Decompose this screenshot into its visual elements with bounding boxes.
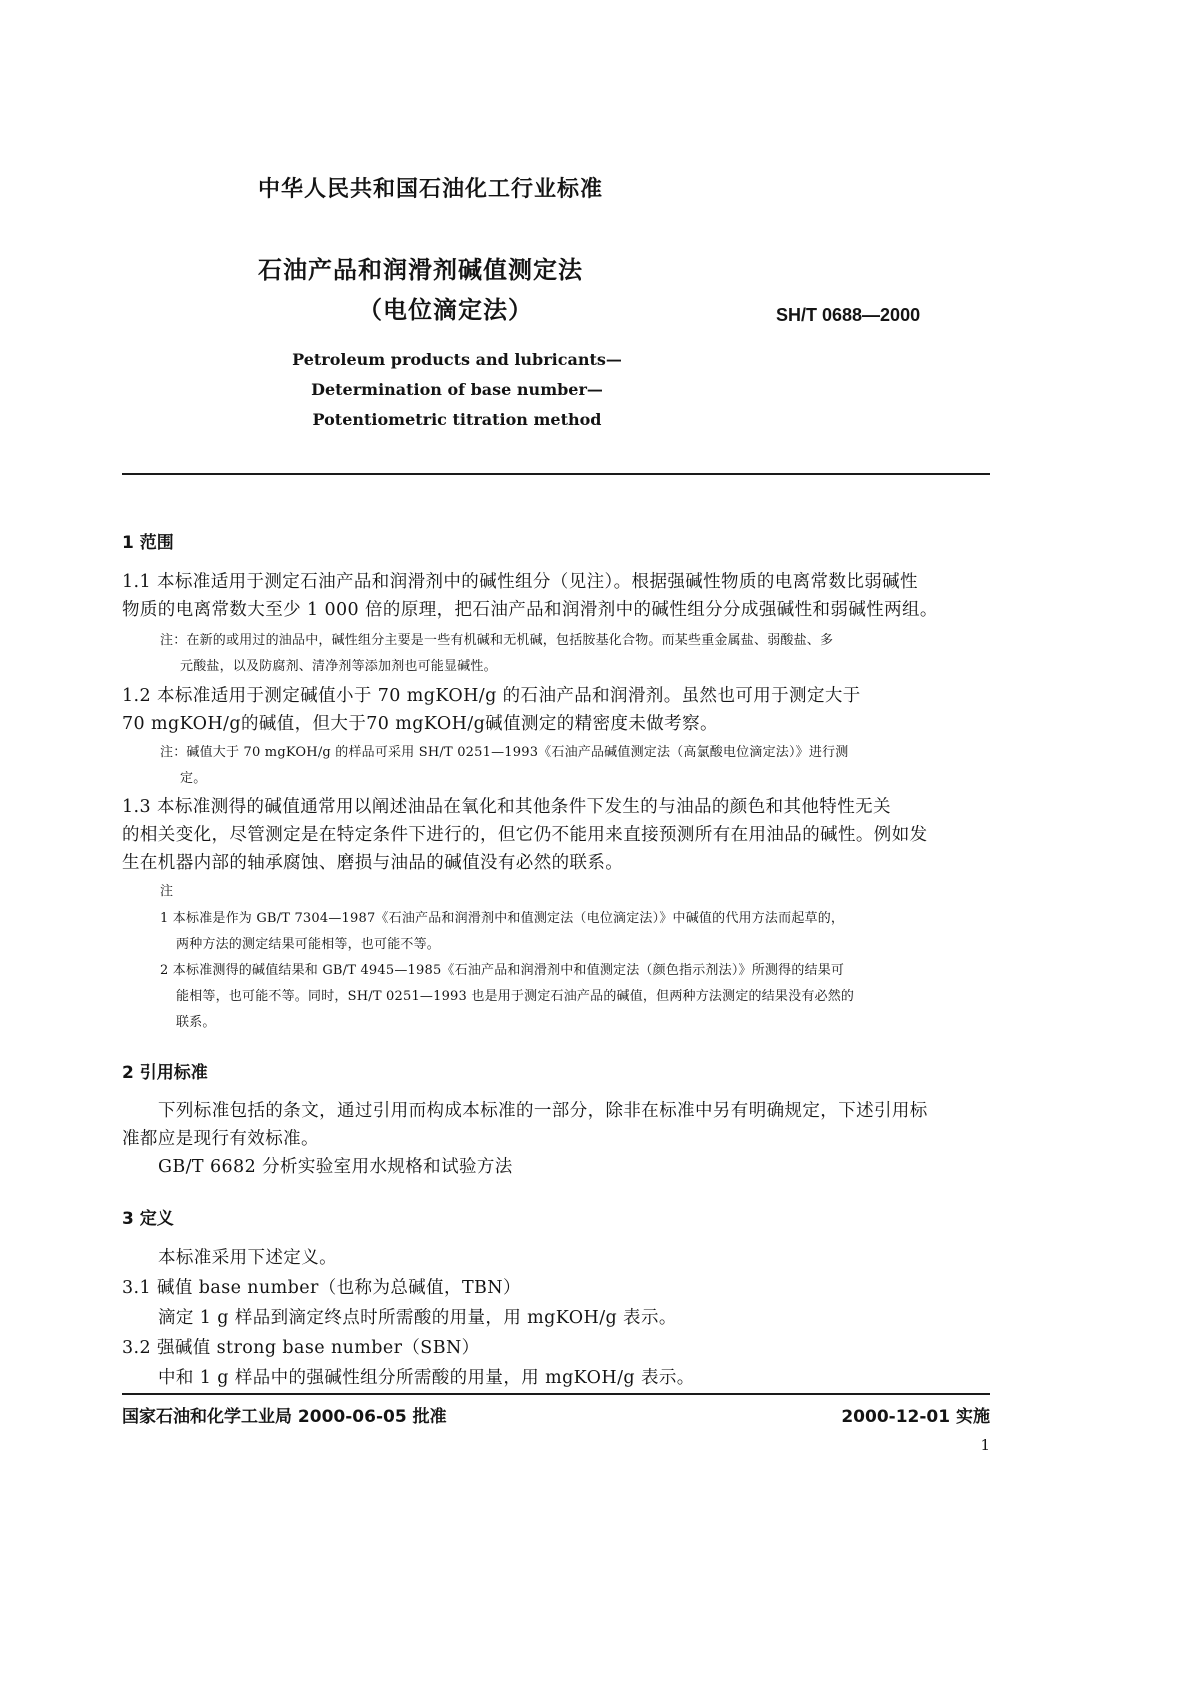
- clause-1-3-line: 1.3 本标准测得的碱值通常用以阐述油品在氧化和其他条件下发生的与油品的颜色和其他特性无关: [122, 797, 891, 817]
- section-2-body: [122, 1097, 928, 1181]
- clause-1-2-note: [160, 740, 848, 792]
- note-line: 元酸盐，以及防腐剂、清净剂等添加剂也可能显碱性。: [180, 659, 497, 674]
- referenced-standard: GB/T 6682 分析实验室用水规格和试验方法: [158, 1157, 513, 1177]
- document-title-line1: 石油产品和润滑剂碱值测定法: [258, 256, 583, 284]
- footer-divider: [122, 1393, 990, 1395]
- note-item-line: 能相等，也可能不等。同时，SH/T 0251—1993 也是用于测定石油产品的碱值，但两种方法测定的结果没有必然的: [176, 989, 855, 1004]
- section-3-intro: 本标准采用下述定义。: [158, 1248, 337, 1268]
- standard-number: SH/T 0688—2000: [776, 305, 921, 325]
- note-item-line: 1 本标准是作为 GB/T 7304—1987《石油产品和润滑剂中和值测定法（电位滴定法）》中碱值的代用方法而起草的，: [160, 911, 845, 926]
- section-2-heading: 2 引用标准: [122, 1063, 208, 1083]
- definition-3-1-term: 3.1 碱值 base number（也称为总碱值，TBN）: [122, 1278, 521, 1298]
- definition-3-2-term: 3.2 强碱值 strong base number（SBN）: [122, 1338, 480, 1358]
- clause-1-2-line: 70 mgKOH/g的碱值，但大于70 mgKOH/g碱值测定的精密度未做考察。: [122, 714, 718, 734]
- document-title-line2: （电位滴定法）: [358, 296, 533, 324]
- clause-1-1-note: [160, 628, 833, 680]
- clause-1-2-line: 1.2 本标准适用于测定碱值小于 70 mgKOH/g 的石油产品和润滑剂。虽然也可用于测定大于: [122, 686, 861, 706]
- page-number: 1: [980, 1436, 990, 1454]
- english-title-line3: Potentiometric titration method: [312, 410, 602, 429]
- note-line: 注：碱值大于 70 mgKOH/g 的样品可采用 SH/T 0251—1993《石油产品碱值测定法（高氯酸电位滴定法）》进行测: [160, 745, 849, 760]
- implementation-date: 2000-12-01 实施: [841, 1407, 990, 1427]
- section-3-heading: 3 定义: [122, 1209, 174, 1229]
- definition-3-2-text: 中和 1 g 样品中的强碱性组分所需酸的用量，用 mgKOH/g 表示。: [158, 1368, 695, 1388]
- notes-label: 注: [160, 884, 174, 899]
- note-line: 定。: [180, 771, 207, 786]
- english-title-line1: Petroleum products and lubricants—: [292, 350, 622, 369]
- note-item-line: 两种方法的测定结果可能相等，也可能不等。: [176, 937, 441, 952]
- english-title-line2: Determination of base number—: [311, 380, 603, 399]
- clause-1-2: [122, 682, 861, 738]
- clause-1-3-line: 的相关变化，尽管测定是在特定条件下进行的，但它仍不能用来直接预测所有在用油品的碱性。例如发: [122, 825, 928, 845]
- note-line: 注：在新的或用过的油品中，碱性组分主要是一些有机碱和无机碱，包括胺基化合物。而某些重金属盐、弱酸盐、多: [160, 633, 834, 648]
- section-2-line: 准都应是现行有效标准。: [122, 1129, 319, 1149]
- industry-standard-heading: 中华人民共和国石油化工行业标准: [258, 177, 604, 202]
- clause-1-1: [122, 568, 938, 624]
- note-item-line: 2 本标准测得的碱值结果和 GB/T 4945—1985《石油产品和润滑剂中和值测定法（颜色指示剂法）》所测得的结果可: [160, 963, 845, 978]
- section-1-heading: 1 范围: [122, 533, 174, 553]
- note-item-line: 联系。: [176, 1015, 216, 1030]
- section-2-line: 下列标准包括的条文，通过引用而构成本标准的一部分，除非在标准中另有明确规定，下述引用标: [158, 1101, 928, 1121]
- approval-note: 国家石油和化学工业局 2000-06-05 批准: [122, 1407, 447, 1427]
- clause-1-3-line: 生在机器内部的轴承腐蚀、磨损与油品的碱值没有必然的联系。: [122, 853, 624, 873]
- header-divider: [122, 473, 990, 475]
- clause-1-1-line: 1.1 本标准适用于测定石油产品和润滑剂中的碱性组分（见注）。根据强碱性物质的电离常数比弱碱性: [122, 572, 918, 592]
- english-title: [292, 345, 622, 435]
- clause-1-1-line: 物质的电离常数大至少 1 000 倍的原理，把石油产品和润滑剂中的碱性组分分成强碱性和弱碱性两组。: [122, 600, 938, 620]
- definition-3-1-text: 滴定 1 g 样品到滴定终点时所需酸的用量，用 mgKOH/g 表示。: [158, 1308, 677, 1328]
- notes-list: [160, 906, 854, 1036]
- clause-1-3: [122, 793, 928, 877]
